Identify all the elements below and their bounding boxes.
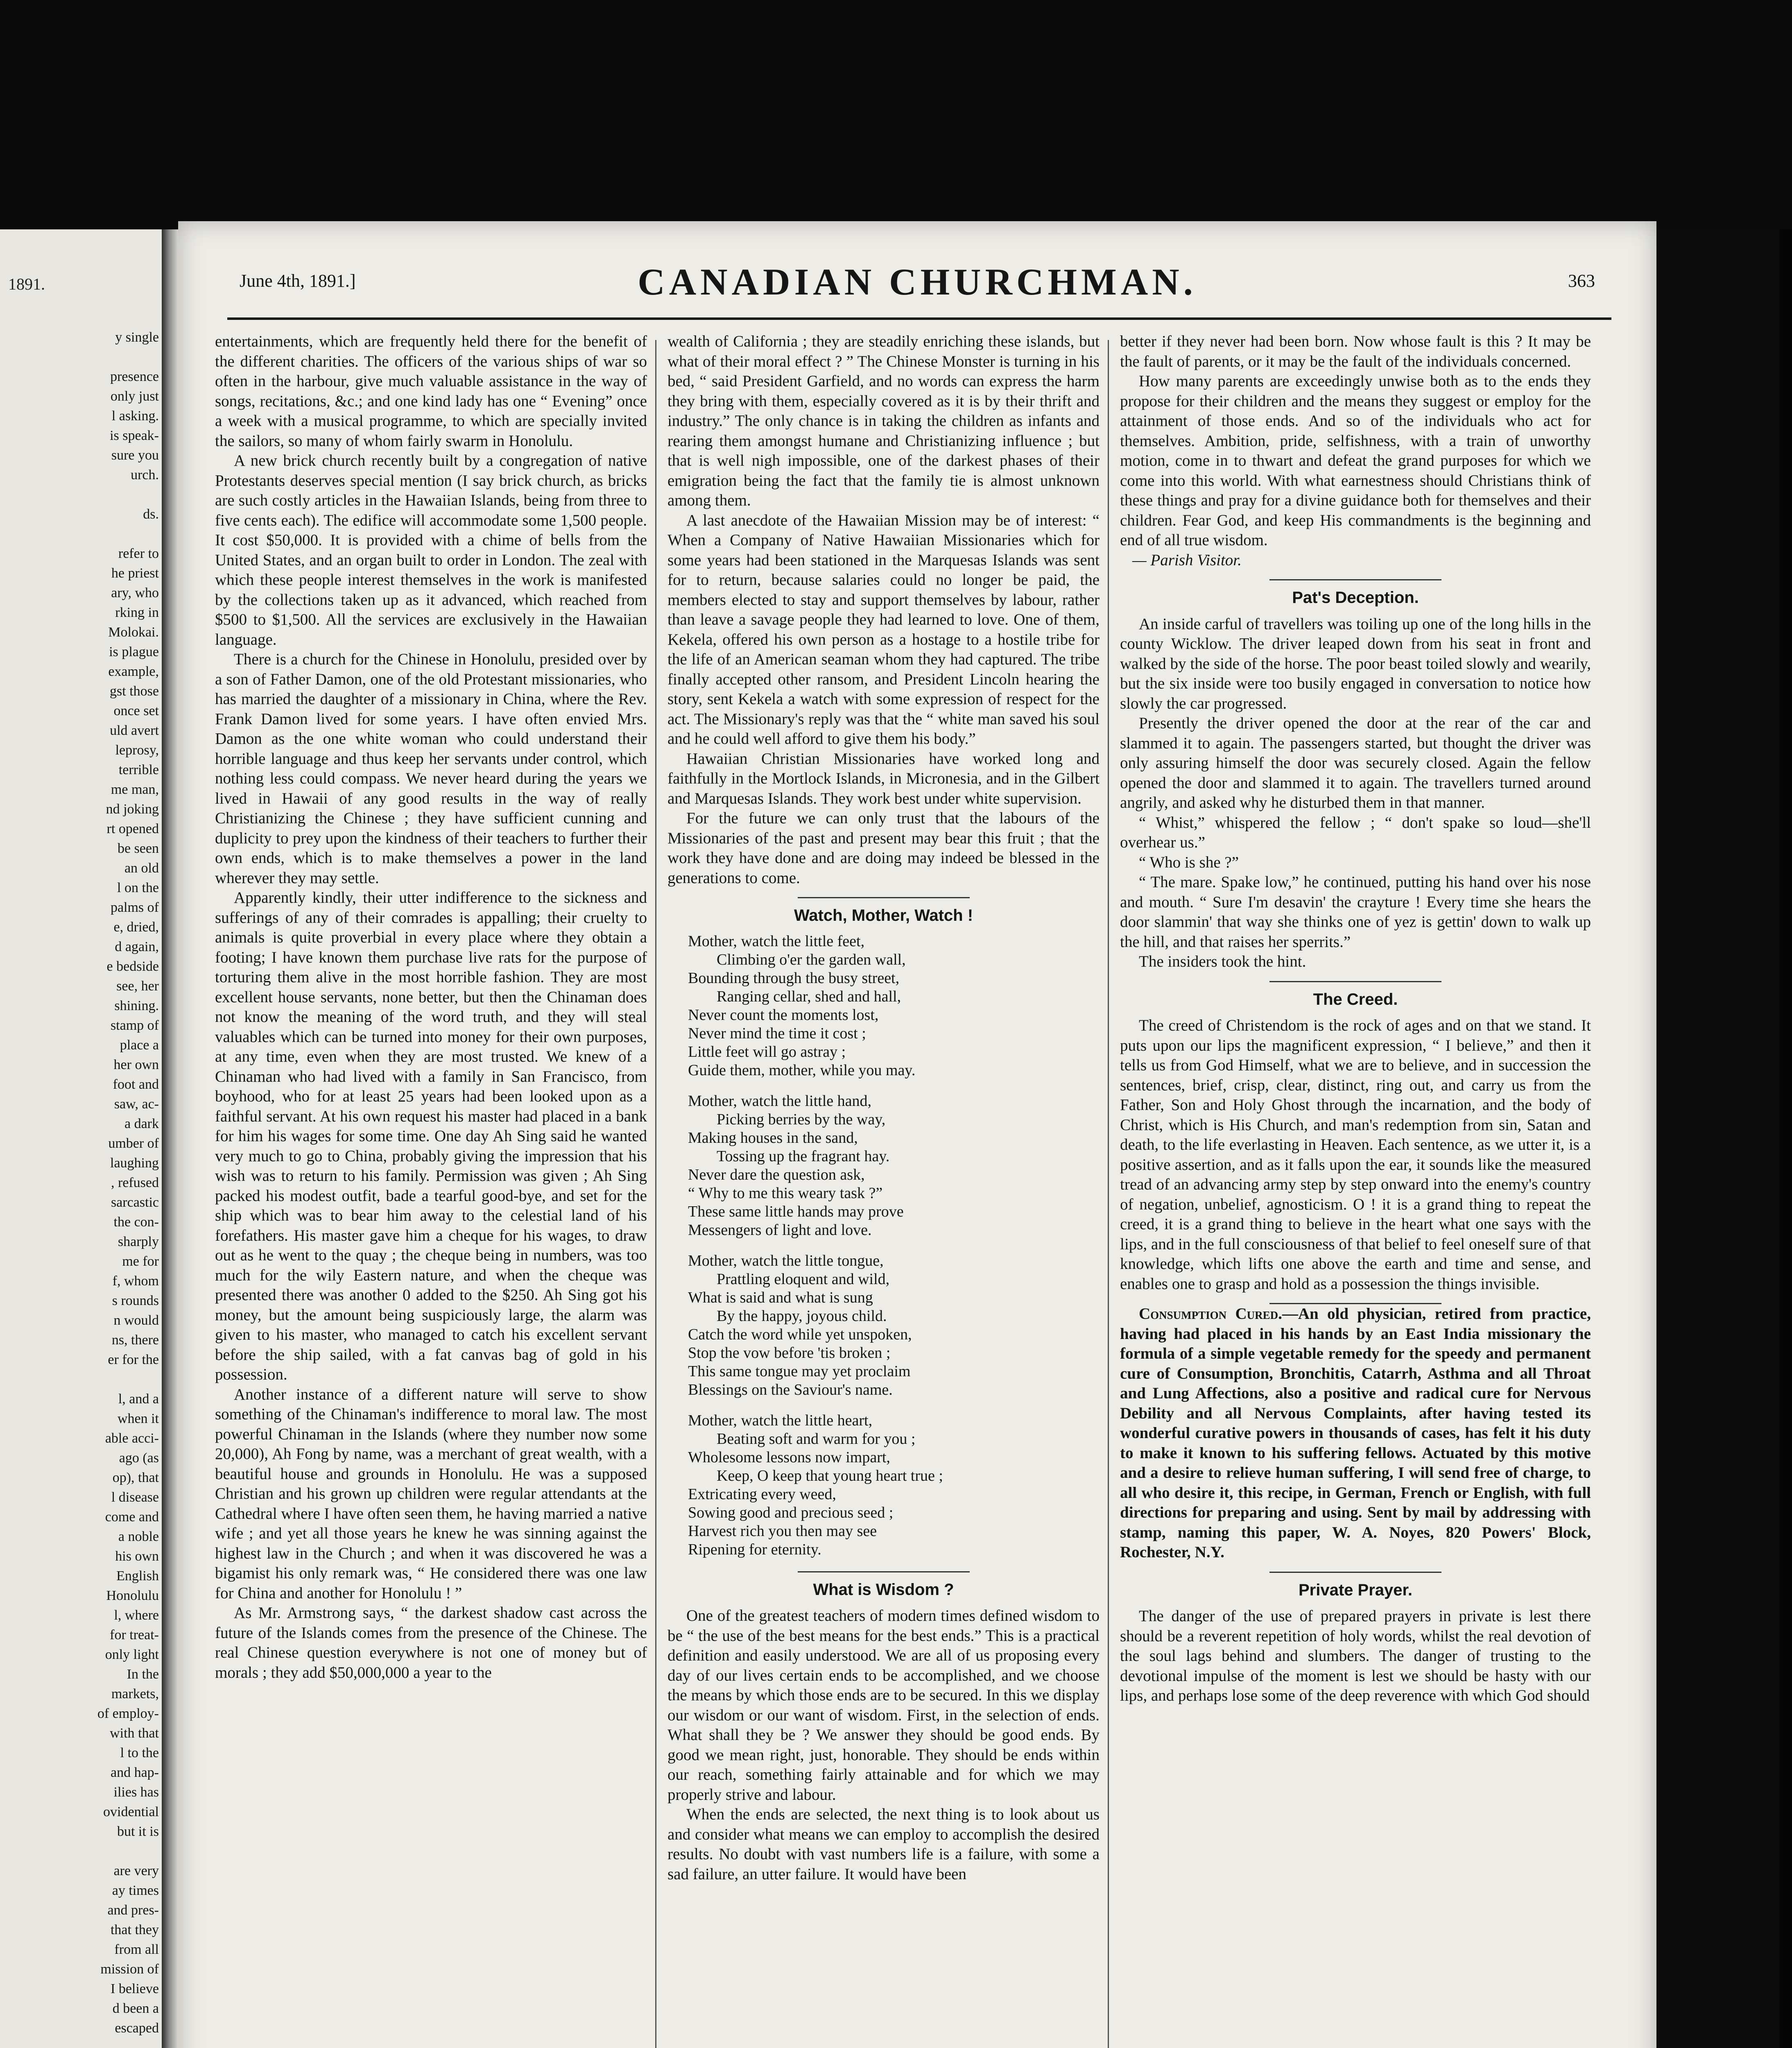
- poem-line: Tossing up the fragrant hay.: [717, 1147, 890, 1165]
- left-page-line: markets,: [111, 1686, 159, 1701]
- article-paragraph: better if they never had been born. Now whose fault is this ? It may be the fault of parents, or it may be the fault of the individuals concerned.: [1120, 333, 1591, 370]
- left-page-line: only just: [110, 389, 159, 404]
- left-page-line: English: [116, 1568, 159, 1584]
- adjacent-page-fragment: [0, 229, 162, 2048]
- left-page-line: ilies has: [113, 1785, 159, 1800]
- poem-line: By the happy, joyous child.: [717, 1307, 887, 1325]
- poem-line: Never dare the question ask,: [688, 1166, 865, 1183]
- left-page-line: foot and: [113, 1077, 159, 1092]
- poem-line: Messengers of light and love.: [688, 1221, 872, 1239]
- left-page-line: and pres-: [107, 1903, 159, 1918]
- poem-line: Mother, watch the little feet,: [688, 932, 865, 950]
- left-page-line: place a: [120, 1038, 159, 1053]
- left-page-line: me for: [122, 1254, 159, 1269]
- left-page-line: from all: [114, 1942, 159, 1957]
- left-page-line: er for the: [108, 1352, 159, 1367]
- left-page-line: l disease: [111, 1490, 159, 1505]
- left-page-header: 1891.: [8, 275, 45, 293]
- article-paragraph: “ The mare. Spake low,” he continued, putting his hand over his nose and mouth. “ Sure I'm desavin' the crayture ! Every time she hears the door slammin' that way she thinks one of yez is gettin' down to walk up the hill, and that raises her sperrits.”: [1120, 873, 1591, 951]
- advertisement: [1120, 1304, 1591, 1563]
- left-page-line: mission of: [100, 1962, 159, 1977]
- article-paragraph: How many parents are exceedingly unwise both as to the ends they propose for their children and the means they suggest or employ for the attainment of those ends. And so of the individuals who act for themselves. Ambition, pride, selfishness, with a train of unworthy motion, come in to thwart and defeat the grand purposes for which we come into this world. With what earnestness should Christians think of these things and pray for a divine guidance both for themselves and their children. Fear God, and keep His commandments is the beginning and end of all true wisdom.: [1120, 372, 1591, 549]
- article-paragraph: One of the greatest teachers of modern times defined wisdom to be “ the use of the best means for the best ends.” This is a practical definition and easily understood. We are all of us proposing every day of our lives certain ends to be accomplished, and we choose the means by which those ends are to be secured. In this we display our wisdom or our want of wisdom. First, in the selection of ends. What shall they be ? We answer they should be good ends. By good we mean right, just, honorable. They should be ends within our reach, something fairly attainable and for which we may properly strive and labour.: [667, 1607, 1100, 1803]
- article-paragraph: The creed of Christendom is the rock of ages and on that we stand. It puts upon our lips the magnificent expression, “ I believe,” and then it tells us from God Himself, what we are to believe, and in succession the sentences, brief, crisp, clear, distinct, ring out, and carry us from the Father, Son and Holy Ghost through the incarnation, and the body of Christ, which is His Church, and man's redemption from sin, Satan and death, to the life everlasting in Heaven. Each sentence, as we utter it, is a positive assertion, and as it falls upon the ear, it sounds like the measured tread of an advancing army step by step onward into the enemy's country of negation, unbelief, agnosticism. O ! it is a grand thing to repeat the creed, it is a grand thing to believe in the heart what one says with the lips, and in the full consciousness of that belief to feel oneself sure of that knowledge, which lifts one above the earth and time and sense, and enables one to grasp and hold as a possession the things invisible.: [1120, 1017, 1591, 1293]
- left-page-line: terrible: [118, 762, 159, 777]
- left-page-line: d been a: [112, 2001, 159, 2016]
- left-page-line: are very: [113, 1863, 159, 1878]
- left-page-line: e bedside: [106, 959, 159, 974]
- article-paragraph: An inside carful of travellers was toiling up one of the long hills in the county Wicklow. The driver leaped down from his seat in front and walked by the side of the horse. The poor beast toiled slowly and wearily, but the six inside were too busily engaged in conversation to notice how slowly the car progressed.: [1120, 615, 1591, 712]
- poem-line: Climbing o'er the garden wall,: [717, 951, 906, 968]
- left-page-line: be seen: [117, 841, 159, 856]
- left-page-line: e, dried,: [113, 920, 159, 935]
- ad-body: —An old physician, retired from practice, having had placed in his hands by an East India missionary the formula of a simple vegetable remedy for the speedy and permanent cure of Consumption, Bronchitis, Catarrh, Asthma and all Throat and Lung Affections, also a positive and radical cure for Nervous Debility and all Nervous Complaints, after having tested its wonderful curative powers in thousands of cases, has felt it his duty to make it known to his suffering fellows. Actuated by this motive and a desire to relieve human suffering, I will send free of charge, to all who desire it, this recipe, in German, French or English, with full directions for preparing and using. Sent by mail by addressing with stamp, naming this paper, W. A. Noyes, 820 Powers' Block, Rochester, N.Y.: [1120, 1305, 1591, 1561]
- left-page-line: l to the: [120, 1745, 159, 1760]
- poem-line: This same tongue may yet proclaim: [688, 1362, 911, 1380]
- left-page-line: laughing: [110, 1155, 159, 1171]
- poem-line: Bounding through the busy street,: [688, 969, 900, 987]
- poem-line: Catch the word while yet unspoken,: [688, 1325, 912, 1343]
- left-page-line: escaped: [115, 2021, 159, 2036]
- poem-line: These same little hands may prove: [688, 1203, 904, 1220]
- left-page-line: example,: [108, 664, 159, 679]
- article-paragraph: Another instance of a different nature will serve to show something of the Chinaman's indifference to moral law. The most powerful Chinaman in the Islands (where they number now some 20,000), Ah Fong by name, was a merchant of great wealth, with a beautiful house and grounds in Honolulu. He was a supposed Christian and his grown up children were regular attendants at the Cathedral where I have often seen them, he having married a native wife ; and yet all those years he knew he was sinning against the highest law in the Church ; and when it was discovered he was a bigamist his only remark was, “ He considered there was one law for China and another for Honolulu ! ”: [215, 1385, 647, 1602]
- left-page-line: l asking.: [111, 408, 159, 424]
- article-paragraph: Apparently kindly, their utter indifference to the sickness and sufferings of any of their comrades is appalling; their cruelty to animals is quite proverbial in every place where they obtain a footing; I have known them purchase live rats for the purpose of torturing them alive in the most horrible fashion. They are most excellent house servants, none better, but then the Chinaman does not know the meaning of the word truth, and they will steal valuables which can be turned into money for their own purposes, at any time, even when they are most trusted. We knew of a Chinaman who had lived with a family in San Francisco, from boyhood, who for at least 25 years had been looked upon as a faithful servant. At his own request his master had placed in a bank for him his wages for some time. One day Ah Sing said he wanted very much to go to China, probably giving the impression that his wish was to return to his family. Permission was given ; Ah Sing packed his modest outfit, bade a tearful good-bye, and set for the ship which was to bear him away to the celestial land of his forefathers. His master gave him a cheque for his wages, to draw out as he went to the quay ; the cheque being in numbers, was too much for the wily Eastern nature, and when the cheque was presented there was another 0 added to the $250. Ah Sing got his money, but the amount being suspiciously large, the alarm was given to his master, who managed to catch his excellent servant before the ship sailed, with a fat canvas bag of gold in his possession.: [215, 889, 647, 1383]
- left-page-line: that they: [110, 1922, 159, 1937]
- left-page-line: is plague: [109, 644, 159, 659]
- column-divider: [1108, 340, 1109, 2048]
- left-page-line: a dark: [124, 1116, 159, 1131]
- column-1: [215, 332, 647, 2048]
- left-page-text: [3, 328, 159, 2048]
- left-page-line: Molokai.: [108, 625, 159, 640]
- section-rule: [1269, 1572, 1441, 1573]
- pat-title: Pat's Deception.: [1292, 589, 1419, 607]
- left-page-line: saw, ac-: [114, 1096, 159, 1112]
- left-page-line: ary, who: [111, 585, 159, 600]
- left-page-line: me man,: [111, 782, 159, 797]
- section-rule: [1269, 579, 1441, 580]
- left-page-line: rking in: [115, 605, 159, 620]
- left-page-line: an old: [124, 861, 159, 876]
- article-paragraph: There is a church for the Chinese in Honolulu, presided over by a son of Father Damon, one of the old Protestant missionaries, who has married the daughter of a missionary in China, where the Rev. Frank Damon lived for some years. I have often envied Mrs. Damon as the one white woman who could understand their horrible language and thus keep her servants under control, which nothing less could compass. We never heard during the years we lived in Hawaii of any good results in the way of really Christianizing the Chinese ; they have sufficient cunning and duplicity to prey upon the kindness of their teachers to further their own ends, which is to make themselves a power in the land wherever they may settle.: [215, 650, 647, 887]
- left-page-line: for treat-: [110, 1627, 159, 1642]
- article-paragraph: The insiders took the hint.: [1139, 953, 1306, 970]
- left-page-line: with that: [110, 1726, 159, 1741]
- left-page-line: a noble: [118, 1529, 159, 1544]
- left-page-line: l, and a: [118, 1391, 159, 1407]
- poem-line: Mother, watch the little heart,: [688, 1411, 873, 1429]
- article-paragraph: wealth of California ; they are steadily enriching these islands, but what of their moral effect ? ” The Chinese Monster is turning in his bed, “ said President Garfield, and no words can express the harm they bring with them, especially covered as it is by their thrift and industry.” The only chance is in taking the children as infants and rearing them amongst humane and Christianizing influence ; but that is well nigh impossible, one of the darkest phases of their emigration being the fact that the family tie is almost unknown among them.: [667, 333, 1100, 509]
- poem-line: Never count the moments lost,: [688, 1006, 879, 1024]
- poem-title: Watch, Mother, Watch !: [794, 906, 973, 924]
- left-page-line: but it is: [117, 1824, 159, 1839]
- poem-line: Picking berries by the way,: [717, 1110, 886, 1128]
- left-page-line: f, whom: [112, 1273, 159, 1289]
- poem-line: Mother, watch the little tongue,: [688, 1252, 884, 1269]
- poem-line: Prattling eloquent and wild,: [717, 1270, 890, 1288]
- left-page-line: refer to: [118, 546, 159, 561]
- left-page-line: palms of: [110, 900, 159, 915]
- section-rule: [798, 897, 970, 898]
- poem-line: Blessings on the Saviour's name.: [688, 1381, 893, 1398]
- section-rule: [1269, 981, 1441, 982]
- left-page-line: nd joking: [106, 802, 159, 817]
- left-page-line: op), that: [112, 1470, 159, 1485]
- ad-lead: Consumption Cured.: [1139, 1305, 1282, 1323]
- column-2: [667, 332, 1100, 2048]
- left-page-line: he priest: [111, 566, 159, 581]
- left-page-line: y single: [115, 330, 159, 345]
- article-paragraph: The danger of the use of prepared prayers in private is lest there should be a reverent repetition of holy words, whilst the real devotion of the soul lags behind and slumbers. The danger of trusting to the devotional impulse of the moment is lest we should be hasty with our lips, and perhaps lose some of the deep reverence with which God should: [1120, 1607, 1591, 1704]
- left-page-line: when it: [117, 1411, 159, 1426]
- section-rule: [798, 1571, 970, 1572]
- poem-line: Keep, O keep that young heart true ;: [717, 1467, 943, 1484]
- poem-stanza: [688, 1411, 1100, 1559]
- creed-title: The Creed.: [1313, 990, 1398, 1008]
- left-page-line: In the: [127, 1667, 159, 1682]
- left-page-line: ay times: [112, 1883, 159, 1898]
- poem-stanza: [688, 932, 1100, 1080]
- poem-line: Wholesome lessons now impart,: [688, 1448, 890, 1466]
- article-paragraph: entertainments, which are frequently held there for the benefit of the different charities. The officers of the various ships of war so often in the harbour, give much valuable assistance in the way of songs, recitations, &c.; and one kind lady has one “ Evening” once a week with a musical programme, to which are specially invited the sailors, so many of whom fairly swarm in Honolulu.: [215, 333, 647, 450]
- poem-line: Stop the vow before 'tis broken ;: [688, 1344, 891, 1362]
- article-paragraph: Hawaiian Christian Missionaries have worked long and faithfully in the Mortlock Islands, in Micronesia, and in the Gilbert and Marquesas Islands. They work best under white supervision.: [667, 750, 1100, 807]
- left-page-line: gst those: [110, 684, 159, 699]
- poem-line: Ripening for eternity.: [688, 1541, 821, 1558]
- poem-line: Ranging cellar, shed and hall,: [717, 988, 901, 1005]
- left-page-line: sarcastic: [111, 1195, 159, 1210]
- poem-line: Making houses in the sand,: [688, 1129, 858, 1146]
- left-page-line: his own: [115, 1549, 159, 1564]
- left-page-line: sure you: [111, 448, 159, 463]
- prayer-title: Private Prayer.: [1299, 1581, 1412, 1599]
- poem-line: Beating soft and warm for you ;: [717, 1430, 916, 1448]
- left-page-line: uld avert: [110, 723, 159, 738]
- poem-line: Never mind the time it cost ;: [688, 1024, 866, 1042]
- newspaper-page: [178, 221, 1656, 2048]
- left-page-line: [3, 1370, 159, 1389]
- left-page-line: [3, 347, 159, 367]
- left-page-line: only light: [105, 1647, 159, 1662]
- article-paragraph: “ Who is she ?”: [1139, 853, 1239, 871]
- left-page-line: come and: [105, 1509, 159, 1525]
- poem-stanza: [688, 1252, 1100, 1399]
- scan-border-right: [1656, 229, 1779, 2048]
- column-3: [1120, 332, 1591, 2048]
- left-page-line: [3, 2038, 159, 2048]
- header-rule: [227, 317, 1611, 320]
- left-page-line: l, where: [114, 1608, 159, 1623]
- page-number: 363: [1568, 271, 1595, 291]
- wisdom-title: What is Wisdom ?: [813, 1580, 954, 1599]
- article-paragraph: A last anecdote of the Hawaiian Mission may be of interest: “ When a Company of Native Hawaiian Missionaries which for some years had been stationed in the Marquesas Islands was sent for to return, because salaries could no longer be paid, the members elected to stay and support themselves by labour, rather than leave a savage people they had learned to love. One of them, Kekela, offered his own person as a hostage to a hostile tribe for the life of an American seaman whom they had captured. The tribe finally accepted other ransom, and President Lincoln hearing the story, sent Kekela a watch with some expression of respect for the act. The Missionary's reply was that the “ white man saved his soul and he could well afford to give them his body.”: [667, 511, 1100, 748]
- left-page-line: and hap-: [110, 1765, 159, 1780]
- left-page-line: is speak-: [110, 428, 159, 443]
- left-page-line: , refused: [111, 1175, 159, 1190]
- poem-line: Harvest rich you then may see: [688, 1522, 877, 1540]
- article-paragraph: As Mr. Armstrong says, “ the darkest shadow cast across the future of the Islands comes from the presence of the Chinese. The real Chinese question everywhere is not one of money but of morals ; they add $50,000,000 a year to the: [215, 1604, 647, 1681]
- poem-line: “ Why to me this weary task ?”: [688, 1184, 883, 1202]
- left-page-line: the con-: [113, 1214, 159, 1230]
- poem: [667, 932, 1100, 1559]
- left-page-line: l on the: [117, 880, 159, 895]
- left-page-line: her own: [113, 1057, 159, 1072]
- article-paragraph: For the future we can only trust that the labours of the Missionaries of the past and present may bear this fruit ; that the work they have done and are doing may indeed be blessed in the generations to come.: [667, 809, 1100, 887]
- article-paragraph: Presently the driver opened the door at the rear of the car and slammed it to again. The passengers started, but thought the driver was only assuring himself the door was securely closed. Again the fellow opened the door and slammed it to again. The travellers turned around angrily, and asked why he disturbed them in that manner.: [1120, 714, 1591, 811]
- poem-line: Extricating every weed,: [688, 1485, 836, 1503]
- article-paragraph: When the ends are selected, the next thing is to look about us and consider what means we can employ to accomplish the desired results. No doubt with vast numbers life is a failure, with some a sad failure, an utter failure. It would have been: [667, 1806, 1100, 1883]
- left-page-line: [3, 1842, 159, 1861]
- left-page-line: [3, 485, 159, 505]
- page-header: [178, 221, 1656, 328]
- left-page-line: rt opened: [106, 821, 159, 836]
- poem-stanza: [688, 1092, 1100, 1239]
- left-page-line: see, her: [116, 979, 159, 994]
- left-page-line: [3, 524, 159, 544]
- article-source: — Parish Visitor.: [1132, 551, 1242, 569]
- left-page-line: n would: [113, 1313, 159, 1328]
- poem-line: Guide them, mother, while you may.: [688, 1061, 916, 1079]
- left-page-line: able acci-: [105, 1431, 159, 1446]
- left-page-line: once set: [113, 703, 159, 718]
- left-page-line: ago (as: [119, 1450, 159, 1466]
- left-page-line: stamp of: [110, 1018, 159, 1033]
- left-page-line: Honolulu: [106, 1588, 159, 1603]
- left-page-line: ds.: [143, 507, 159, 522]
- column-divider: [655, 340, 656, 2048]
- poem-line: What is said and what is sung: [688, 1289, 873, 1306]
- left-page-line: umber of: [108, 1136, 159, 1151]
- left-page-line: s rounds: [112, 1293, 159, 1308]
- issue-date: June 4th, 1891.]: [240, 271, 356, 291]
- left-page-line: urch.: [131, 467, 159, 483]
- left-page-line: ovidential: [103, 1804, 159, 1819]
- left-page-line: ns, there: [111, 1332, 159, 1348]
- left-page-line: leprosy,: [115, 743, 159, 758]
- book-spine: [162, 229, 178, 2048]
- poem-line: Sowing good and precious seed ;: [688, 1504, 894, 1521]
- left-page-line: presence: [110, 369, 159, 384]
- left-page-line: of employ-: [97, 1706, 159, 1721]
- left-page-line: d again,: [115, 939, 159, 954]
- article-paragraph: A new brick church recently built by a congregation of native Protestants deserves special mention (I say brick church, as bricks are such costly articles in the Hawaiian Islands, being from three to five cents each). The edifice will accommodate some 1,500 people. It cost $50,000. It is provided with a chime of bells from the United States, and an organ built to order in London. The zeal with which these people interest themselves in the work is manifested by the collections taken up as it advanced, which reached from $500 to $1,500. All the services are exclusively in the Hawaiian language.: [215, 452, 647, 648]
- article-paragraph: “ Whist,” whispered the fellow ; “ don't spake so loud—she'll overhear us.”: [1120, 813, 1591, 851]
- scan-border-top: [0, 0, 1792, 229]
- left-page-line: shining.: [114, 998, 159, 1013]
- poem-line: Little feet will go astray ;: [688, 1043, 846, 1060]
- left-page-line: sharply: [118, 1234, 159, 1249]
- left-page-line: I believe: [111, 1981, 159, 1996]
- poem-line: Mother, watch the little hand,: [688, 1092, 872, 1110]
- masthead-title: CANADIAN CHURCHMAN.: [638, 261, 1197, 303]
